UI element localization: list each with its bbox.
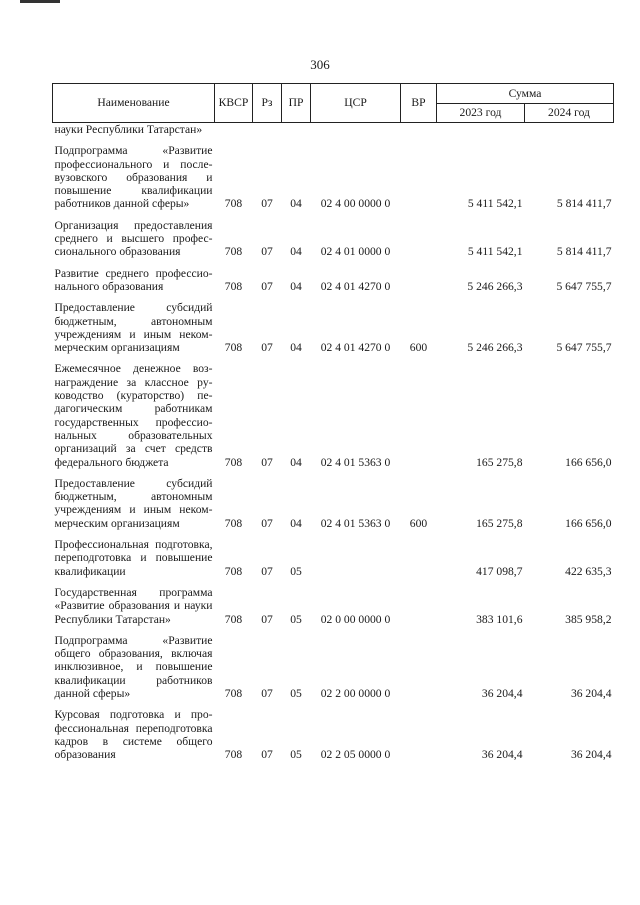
row-name: Ежемесячное денежное вознаграждение за классное руководство (кураторство) педагогическим работникам государственных профессиональных образовательных организаций за счет средств федерального бюджета (54, 362, 213, 469)
row-amount-2023: 417 098,7 (476, 564, 523, 578)
row-rz: 07 (261, 686, 273, 700)
row-name: Предоставление субсидий бюджетным, автономным учреждениям и иным некоммерческим организациям (54, 476, 213, 530)
row-kvsr: 708 (224, 197, 243, 211)
row-kvsr: 708 (224, 564, 243, 578)
row-vr (401, 136, 437, 210)
row-pr: 04 (290, 516, 302, 530)
row-kvsr: 708 (224, 516, 243, 530)
budget-table (52, 83, 614, 761)
table-row (53, 626, 614, 700)
row-csr: 02 4 01 5363 0 (320, 455, 391, 469)
row-amount-2023: 5 411 542,1 (467, 197, 523, 211)
row-rz: 07 (261, 341, 273, 355)
row-vr: 600 (409, 516, 428, 530)
table-row (53, 123, 614, 137)
row-name: Организация предоставления среднего и высшего профессионального образования (54, 218, 213, 259)
header-csr: ЦСР (311, 84, 401, 123)
row-amount-2024: 166 656,0 (565, 455, 612, 469)
row-amount-2023 (437, 123, 525, 137)
header-vr: ВР (401, 84, 437, 123)
row-csr: 02 4 00 0000 0 (320, 197, 391, 211)
row-pr (282, 123, 311, 137)
row-rz: 07 (261, 612, 273, 626)
row-kvsr: 708 (224, 686, 243, 700)
row-amount-2024: 36 204,4 (570, 686, 612, 700)
row-kvsr: 708 (224, 341, 243, 355)
row-pr: 05 (290, 612, 302, 626)
table-row (53, 469, 614, 530)
row-rz: 07 (261, 564, 273, 578)
row-amount-2023: 36 204,4 (481, 686, 523, 700)
table-row (53, 700, 614, 761)
header-year-2024: 2024 год (525, 103, 614, 123)
row-amount-2023: 383 101,6 (476, 612, 523, 626)
row-rz: 07 (261, 245, 273, 259)
row-vr (401, 530, 437, 578)
row-pr: 05 (290, 748, 302, 762)
row-amount-2023: 165 275,8 (476, 455, 523, 469)
row-vr: 600 (409, 341, 428, 355)
row-vr (401, 578, 437, 626)
row-rz (253, 123, 282, 137)
row-amount-2024: 166 656,0 (565, 516, 612, 530)
row-kvsr: 708 (224, 245, 243, 259)
row-csr (311, 530, 401, 578)
row-vr (401, 626, 437, 700)
table-row (53, 211, 614, 259)
row-csr: 02 0 00 0000 0 (320, 612, 391, 626)
row-pr: 04 (290, 455, 302, 469)
row-name: Курсовая подготовка и профессиональная переподготовка кадров в системе общего образования (54, 708, 213, 762)
row-name: Государственная программа «Развитие образования и науки Республики Татарстан» (54, 585, 213, 626)
row-amount-2024: 385 958,2 (565, 612, 612, 626)
scan-corner-mark (20, 0, 60, 3)
row-pr: 04 (290, 279, 302, 293)
row-amount-2023: 165 275,8 (476, 516, 523, 530)
row-csr: 02 4 01 4270 0 (320, 279, 391, 293)
row-rz: 07 (261, 197, 273, 211)
table-row (53, 136, 614, 210)
row-amount-2024: 5 814 411,7 (556, 197, 612, 211)
row-name: Подпрограмма «Развитие профессионального и послевузовского образования и повышение квалификации работников данной сферы» (54, 144, 213, 211)
row-csr: 02 2 05 0000 0 (320, 748, 391, 762)
row-rz: 07 (261, 748, 273, 762)
table-row (53, 293, 614, 354)
row-name: Профессиональная подготовка, переподготовка и повышение квалификации (54, 538, 213, 578)
row-amount-2024 (525, 123, 614, 137)
row-csr: 02 2 00 0000 0 (320, 686, 391, 700)
row-vr (401, 700, 437, 761)
row-name: Предоставление субсидий бюджетным, автономным учреждениям и иным некоммерческим организациям (54, 301, 213, 355)
row-amount-2024: 5 647 755,7 (556, 279, 612, 293)
header-sum: Сумма (437, 84, 614, 104)
row-pr: 04 (290, 245, 302, 259)
row-kvsr: 708 (224, 279, 243, 293)
row-csr (311, 123, 401, 137)
row-csr: 02 4 01 4270 0 (320, 341, 391, 355)
row-name: Развитие среднего профессионального образования (54, 266, 213, 293)
row-kvsr: 708 (224, 612, 243, 626)
header-kvsr: КВСР (215, 84, 253, 123)
row-pr: 04 (290, 341, 302, 355)
row-vr (401, 211, 437, 259)
row-amount-2023: 5 246 266,3 (467, 279, 523, 293)
row-pr: 04 (290, 197, 302, 211)
table-row (53, 578, 614, 626)
row-rz: 07 (261, 279, 273, 293)
row-rz: 07 (261, 455, 273, 469)
header-name: Наименование (53, 84, 215, 123)
row-vr (401, 354, 437, 468)
row-vr (401, 259, 437, 294)
table-row (53, 259, 614, 294)
header-year-2023: 2023 год (437, 103, 525, 123)
row-kvsr: 708 (224, 455, 243, 469)
row-amount-2024: 5 814 411,7 (556, 245, 612, 259)
row-kvsr: 708 (224, 748, 243, 762)
row-csr: 02 4 01 5363 0 (320, 516, 391, 530)
row-amount-2023: 36 204,4 (481, 748, 523, 762)
row-pr: 05 (290, 686, 302, 700)
row-kvsr (215, 123, 253, 137)
row-amount-2024: 422 635,3 (565, 564, 612, 578)
header-rz: Рз (253, 84, 282, 123)
row-csr: 02 4 01 0000 0 (320, 245, 391, 259)
row-amount-2023: 5 246 266,3 (467, 341, 523, 355)
row-amount-2024: 36 204,4 (570, 748, 612, 762)
header-pr: ПР (282, 84, 311, 123)
page-number: 306 (310, 57, 330, 72)
table-row (53, 354, 614, 468)
row-rz: 07 (261, 516, 273, 530)
row-amount-2024: 5 647 755,7 (556, 341, 612, 355)
table-row (53, 530, 614, 578)
row-name: Подпрограмма «Развитие общего образования, включая инклюзивное, и повышение квалификации работников данной сферы» (54, 633, 213, 700)
row-pr: 05 (290, 564, 302, 578)
row-vr (401, 123, 437, 137)
row-name: науки Республики Татарстан» (54, 123, 203, 136)
row-amount-2023: 5 411 542,1 (467, 245, 523, 259)
